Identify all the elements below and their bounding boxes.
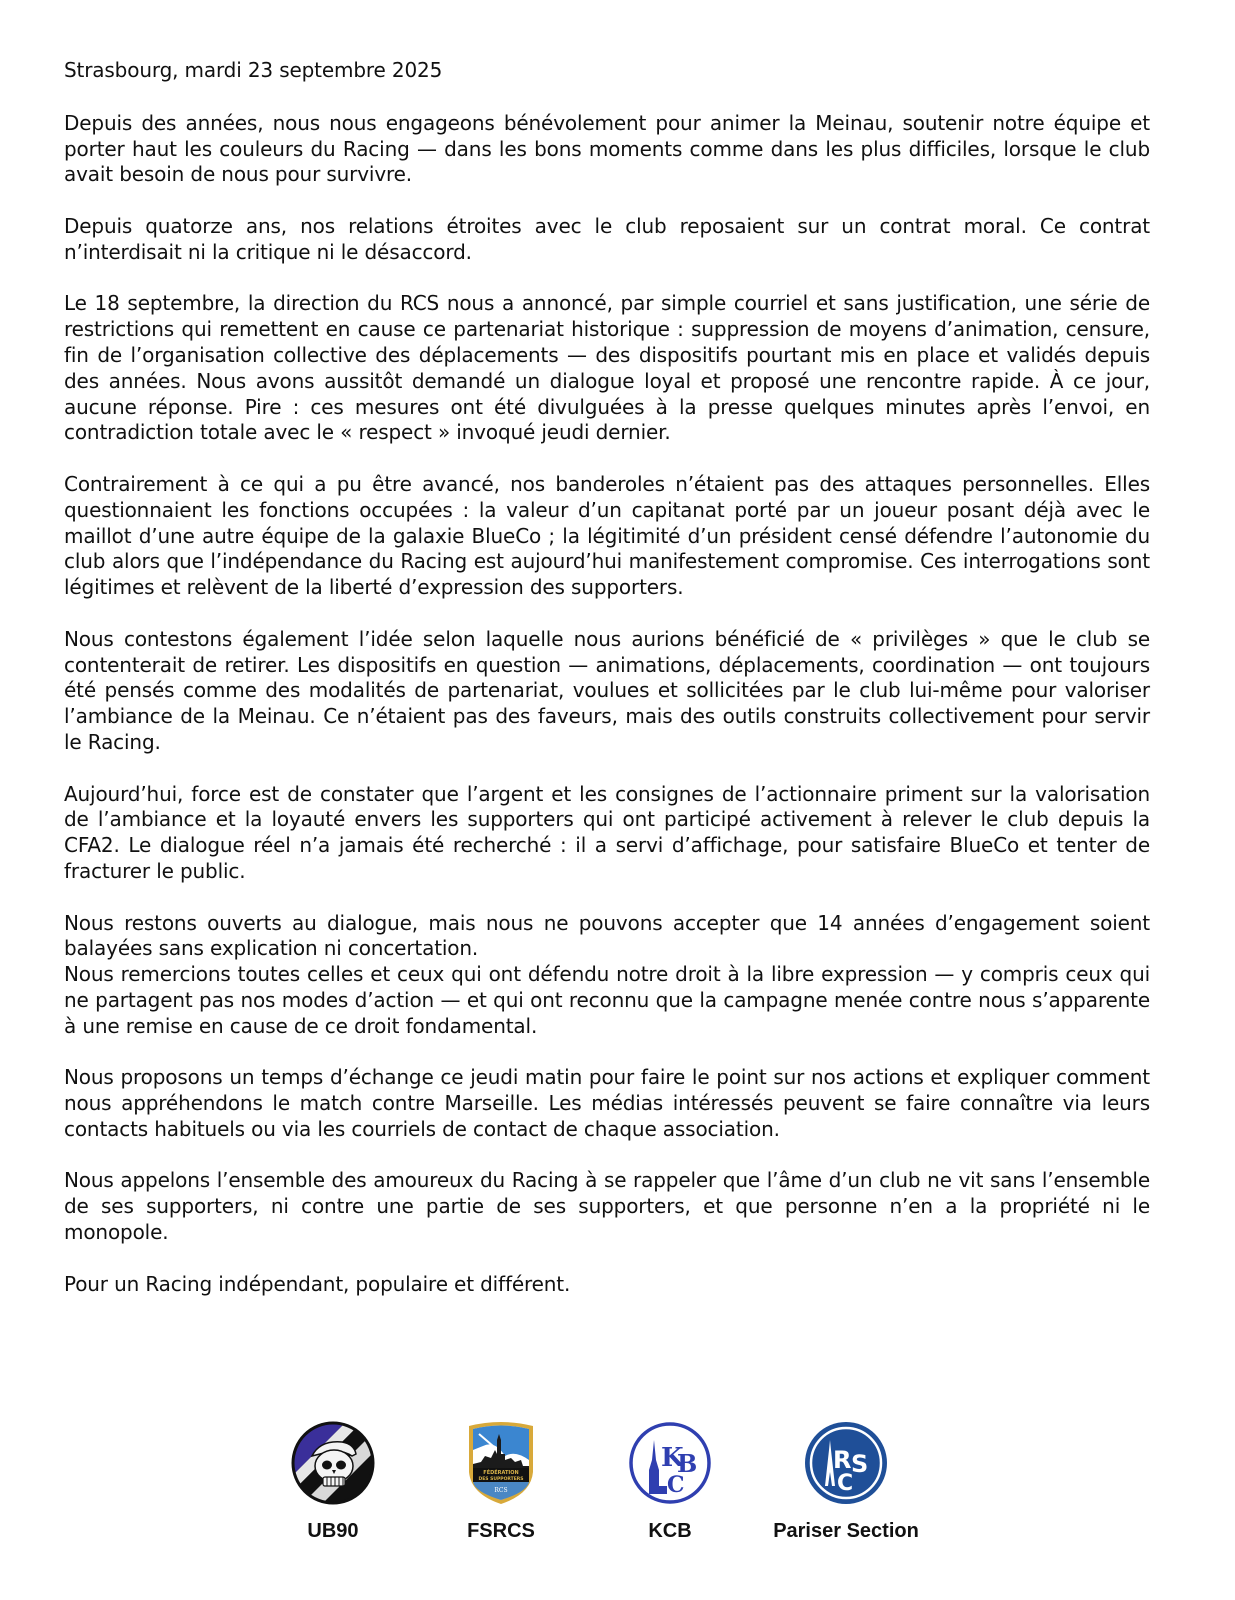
kcb-cathedral-logo-icon bbox=[627, 1420, 713, 1506]
closing-line: Pour un Racing indépendant, populaire et différent. bbox=[64, 1271, 571, 1296]
emblem-text: FÉDÉRATION bbox=[483, 1470, 519, 1476]
paragraph: Le 18 septembre, la direction du RCS nous a annoncé, par simple courriel et sans justification, une série de restrictions qui remettent en cause ce partenariat historique : suppression de moyens d’animation, censure, fin de l’organisation collective des déplacements — des dispositifs pourtant mis en place et validés depuis des années. Nous avons aussitôt demandé un dialogue loyal et proposé une rencontre rapide. À ce jour, aucune réponse. Pire : ces mesures ont été divulguées à la presse quelques minutes après l’envoi, en contradiction totale avec le « respect » invoqué jeudi dernier. bbox=[64, 291, 1150, 445]
paragraph: Contrairement à ce qui a pu être avancé, nos banderoles n’étaient pas des attaques personnelles. Elles questionnaient les fonctions occupées : la valeur d’un capitanat porté par un joueur posant déjà avec le maillot d’une autre équipe de la galaxie BlueCo ; la légitimité d’un président censé défendre l’autonomie du club alors que l’indépendance du Racing est aujourd’hui manifestement compromise. Ces interrogations sont légitimes et relèvent de la liberté d’expression des supporters. bbox=[64, 471, 1150, 600]
paragraph-part: Nous remercions toutes celles et ceux qui ont défendu notre droit à la libre expression — y compris ceux qui ne partagent pas nos modes d’action — et qui ont reconnu que la campagne menée contre nous s’apparente à une remise en cause de ce droit fondamental. bbox=[64, 962, 1150, 1038]
signatory-label: FSRCS bbox=[467, 1520, 535, 1542]
signatory-label: KCB bbox=[648, 1520, 692, 1542]
paragraph bbox=[64, 911, 1150, 1040]
svg-text:C: C bbox=[837, 1471, 854, 1496]
paragraph-part: Nous restons ouverts au dialogue, mais nous ne pouvons accepter que 14 années d’engagement soient balayées sans explication ni concertation. bbox=[64, 910, 1150, 961]
svg-text:K: K bbox=[661, 1443, 684, 1473]
rcs-eiffel-logo-icon bbox=[803, 1420, 889, 1506]
date-line: Strasbourg, mardi 23 septembre 2025 bbox=[64, 58, 443, 82]
paragraph: Nous appelons l’ensemble des amoureux du Racing à se rappeler que l’âme d’un club ne vit sans l’ensemble de ses supporters, ni contre une partie de ses supporters, et que personne n’en a la propriété ni le monopole. bbox=[64, 1168, 1150, 1245]
paragraph: Nous proposons un temps d’échange ce jeudi matin pour faire le point sur nos actions et expliquer comment nous appréhendons le match contre Marseille. Les médias intéressés peuvent se faire connaître via leurs contacts habituels ou via les courriels de contact de chaque association. bbox=[64, 1065, 1150, 1141]
svg-text:B: B bbox=[677, 1449, 698, 1478]
svg-text:DES SUPPORTERS: DES SUPPORTERS bbox=[478, 1477, 524, 1482]
press-release bbox=[64, 58, 1150, 1323]
svg-text:RCS: RCS bbox=[494, 1487, 508, 1494]
signatory-ub90 bbox=[243, 1420, 423, 1542]
signatory-fsrcs bbox=[411, 1420, 591, 1542]
paragraph: Aujourd’hui, force est de constater que l’argent et les consignes de l’actionnaire priment sur la valorisation de l’ambiance et la loyauté envers les supporters qui ont participé activement à relever le club depuis la CFA2. Le dialogue réel n’a jamais été recherché : il a servi d’affichage, pour satisfaire BlueCo et tenter de fracturer le public. bbox=[64, 781, 1150, 883]
signatory-label: Pariser Section bbox=[773, 1520, 919, 1542]
signatory-label: UB90 bbox=[307, 1520, 359, 1542]
paragraph: Depuis des années, nous nous engageons bénévolement pour animer la Meinau, soutenir notre équipe et porter haut les couleurs du Racing — dans les bons moments comme dans les plus difficiles, lorsque le club avait besoin de nous pour survivre. bbox=[64, 110, 1150, 187]
paragraph: Depuis quatorze ans, nos relations étroites avec le club reposaient sur un contrat moral. Ce contrat n’interdisait ni la critique ni le désaccord. bbox=[64, 213, 1150, 264]
signatory-kcb bbox=[580, 1420, 760, 1542]
signatories bbox=[0, 1420, 1235, 1540]
paragraph: Nous contestons également l’idée selon laquelle nous aurions bénéficié de « privilèges » que le club se contenterait de retirer. Les dispositifs en question — animations, déplacements, coordination — ont toujours été pensés comme des modalités de partenariat, voulues et sollicitées par le club lui-même pour valoriser l’ambiance de la Meinau. Ce n’étaient pas des faveurs, mais des outils construits collectivement pour servir le Racing. bbox=[64, 626, 1150, 754]
signatory-pariser-section bbox=[756, 1420, 936, 1542]
svg-text:C: C bbox=[667, 1472, 685, 1498]
svg-text:S: S bbox=[851, 1450, 869, 1478]
skull-pirate-logo-icon bbox=[290, 1420, 376, 1506]
svg-text:R: R bbox=[833, 1446, 852, 1474]
federation-shield-logo-icon bbox=[465, 1420, 537, 1506]
